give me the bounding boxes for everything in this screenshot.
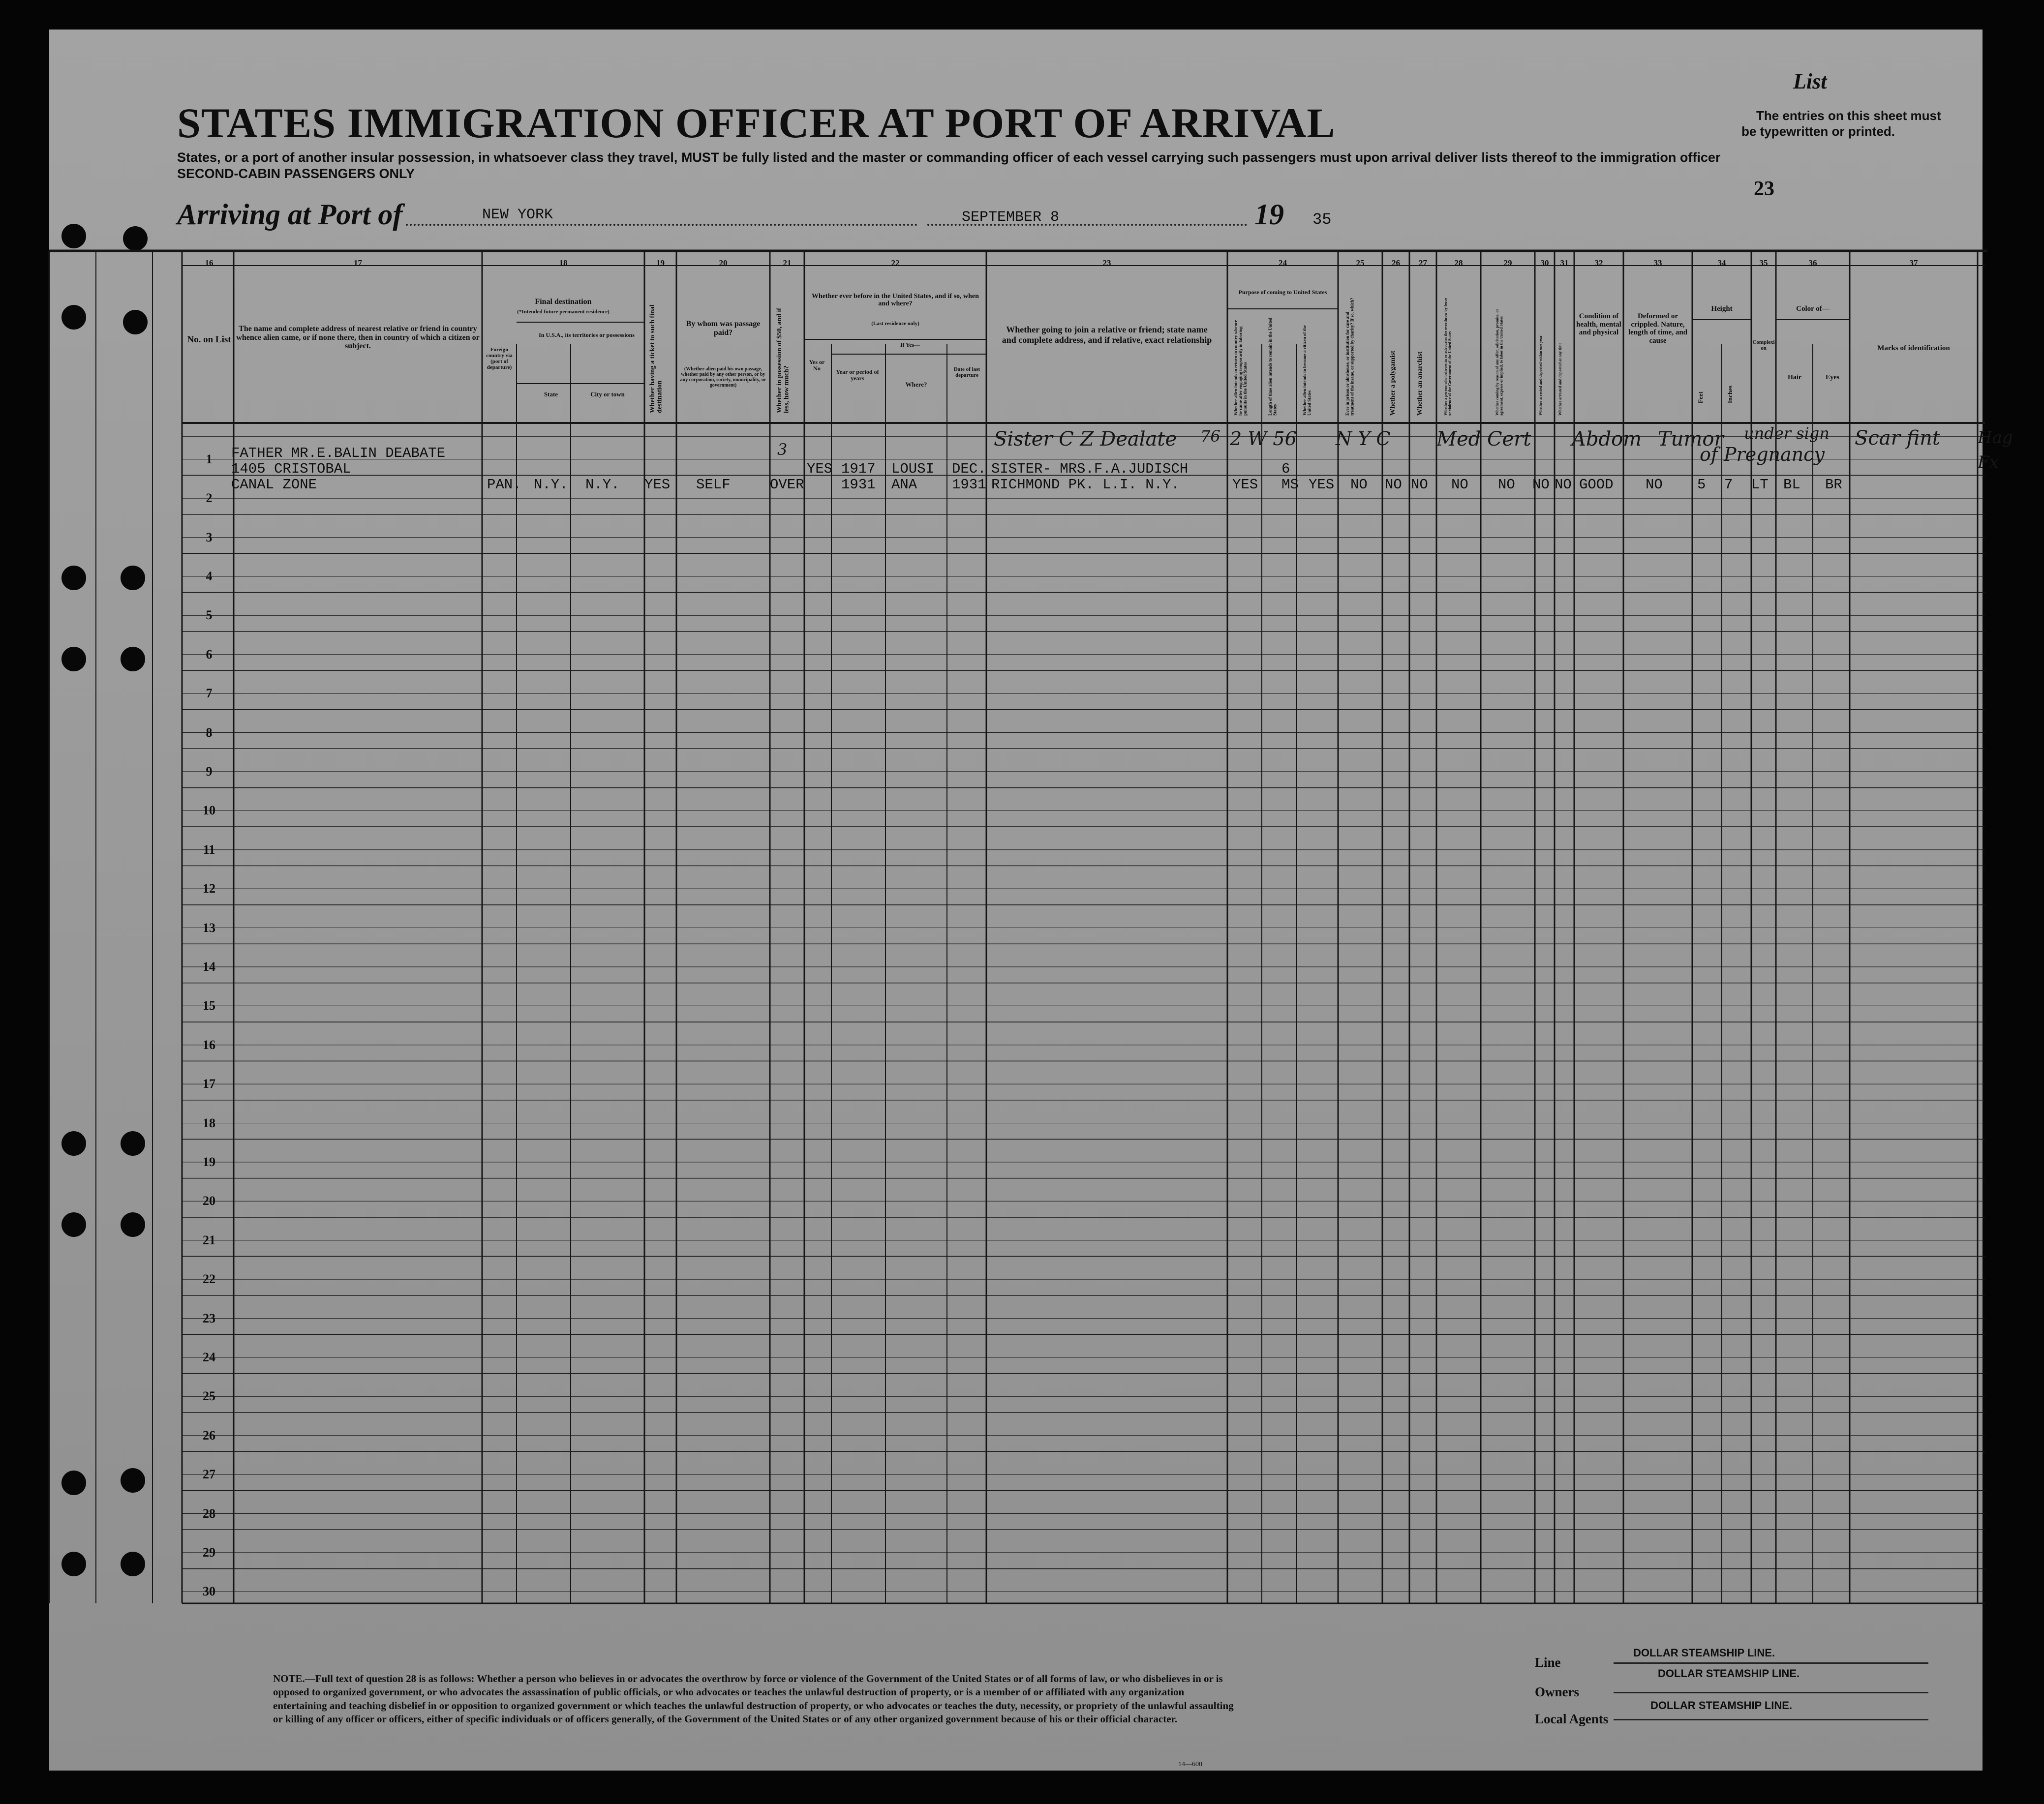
handwritten-remarks: under sign xyxy=(1744,424,1830,443)
row-number: 5 xyxy=(206,608,213,623)
purpose-length-value: MS xyxy=(1281,477,1299,493)
purpose-citizen-value: YES xyxy=(1309,477,1335,493)
header-health: Condition of health, mental and physical xyxy=(1576,312,1621,336)
page-title: STATES IMMIGRATION OFFICER AT PORT OF ARRIVAL xyxy=(177,99,1336,147)
relative-line: 1405 CRISTOBAL xyxy=(231,461,351,477)
header-q29: Whether coming by reason of any offer, solicitation, promise, or agreement, express or implied, to labor in the United States xyxy=(1495,309,1504,416)
money-value: OVER xyxy=(770,477,804,493)
row-number: 9 xyxy=(206,764,213,779)
handwritten-deformed-note: Tumor xyxy=(1658,428,1724,451)
polygamist-value: NO xyxy=(1385,477,1402,493)
header-complexion: Complexion xyxy=(1752,339,1775,352)
list-note: be typewritten or printed. xyxy=(1741,124,1895,139)
header-city: City or town xyxy=(590,391,625,398)
header-deformed: Deformed or crippled. Nature, length of time, and cause xyxy=(1628,312,1687,345)
list-note: The entries on this sheet must xyxy=(1756,108,1941,123)
row-number: 12 xyxy=(203,881,215,896)
subtitle-class: SECOND-CABIN PASSENGERS ONLY xyxy=(177,166,415,181)
row-number: 4 xyxy=(206,569,213,583)
handwritten-marks-extra: Hag xyxy=(1978,428,2013,448)
header-foreign-country: Foreign country via (port of departure) xyxy=(486,347,513,371)
row-number: 7 xyxy=(206,686,213,701)
row-number: 2 xyxy=(206,491,213,506)
column-number: 30 xyxy=(1540,258,1549,268)
row-number: 3 xyxy=(206,530,213,544)
row-number: 26 xyxy=(203,1428,215,1443)
row-number: 27 xyxy=(203,1467,215,1482)
column-number: 32 xyxy=(1594,258,1603,268)
header-last-departure: Date of last departure xyxy=(953,366,980,379)
handwritten-med-note: Med Cert xyxy=(1436,428,1531,451)
year-prefix: 19 xyxy=(1254,198,1284,231)
handwritten-marks-extra: Fx xyxy=(1978,452,1999,472)
handwritten-health-note: Abdom xyxy=(1572,428,1642,451)
row-number: 22 xyxy=(203,1272,215,1287)
header-no-on-list: No. on List xyxy=(187,334,231,345)
handwritten-marks-note: Scar fint xyxy=(1855,427,1941,450)
row-number: 11 xyxy=(203,842,215,857)
row-number: 29 xyxy=(203,1545,215,1560)
join-relative-value: SISTER- MRS.F.A.JUDISCH xyxy=(991,461,1189,477)
row-number: 19 xyxy=(203,1154,215,1169)
footer-note: NOTE.—Full text of question 28 is as follows: Whether a person who believes in or advocates the overthrow by force or violence of the Government of the United States or of all forms of law, or who disbelieves in or is opposed to organized government, or who advocates the assassination of public officials, or who advocates or teaches the unlawful destruction of property, or is a member of or affiliated with any organization entertaining and teaching disbelief in or opposition to organized government or which teaches the unlawful destruction of property, or who advocates or teaches the duty, necessity, or propriety of the unlawful assaulting or killing of any officer or officers, either of specific individuals or of officers generally, of the Government of the United States or of any other organized government because of his or their official character. xyxy=(273,1673,1234,1725)
row-number: 6 xyxy=(206,647,213,661)
ticket-value: YES xyxy=(644,477,671,493)
complexion-value: LT xyxy=(1751,477,1769,493)
header-ticket: Whether having a ticket to such final destination xyxy=(649,304,664,413)
row-number: 24 xyxy=(203,1350,215,1364)
column-number: 28 xyxy=(1454,258,1463,268)
row-number: 10 xyxy=(203,803,215,818)
column-number: 34 xyxy=(1717,258,1726,268)
header-marks: Marks of identification xyxy=(1877,344,1950,352)
handwritten-purpose-note: 2 W 56 xyxy=(1230,428,1297,450)
column-number: 33 xyxy=(1653,258,1662,268)
row-number: 1 xyxy=(206,451,213,466)
header-passage-paid-note: (Whether alien paid his own passage, whether paid by any other person, or by any corporation, society, municipality, or government) xyxy=(680,366,766,388)
last-departure-value: DEC. xyxy=(952,461,986,477)
header-q28: Whether a person who believes in or advocates the overthrow by force or violence of the Government of the United States xyxy=(1443,298,1452,416)
passage-paid-value: SELF xyxy=(696,477,731,493)
purpose-length-value: 6 xyxy=(1281,461,1290,477)
header-prison: Ever in prison or almshouse, or institution for care and treatment of the insane, or supported by charity? If so, which? xyxy=(1345,298,1355,416)
handwritten-city-note: N Y C xyxy=(1336,428,1391,450)
column-number: 27 xyxy=(1419,258,1427,268)
year-value: 1917 xyxy=(841,461,876,477)
header-passage-paid: By whom was passage paid? xyxy=(686,320,761,337)
column-number: 21 xyxy=(783,258,792,268)
header-nearest-relative: The name and complete address of nearest relative or friend in country whence alien came, or if none there, then in country of which a citizen or subject. xyxy=(236,325,480,351)
header-ever-before: Whether ever before in the United States, and if so, when and where? xyxy=(812,293,979,308)
header-purpose-return: Whether alien intends to return to country whence he came after engaging temporarily in laboring pursuits in the United States xyxy=(1233,320,1248,416)
form-number: 14—600 xyxy=(1178,1761,1202,1768)
handwritten-remarks: of Pregnancy xyxy=(1700,444,1825,465)
ever-before-value: YES xyxy=(807,461,833,477)
sheet-number: 23 xyxy=(1754,178,1774,200)
q28-value: NO xyxy=(1451,477,1468,493)
column-number: 31 xyxy=(1560,258,1569,268)
state-value: N.Y. xyxy=(534,477,568,493)
row-number: 8 xyxy=(206,725,213,740)
header-polygamist: Whether a polygamist xyxy=(1389,351,1397,416)
owners-value: DOLLAR STEAMSHIP LINE. xyxy=(1658,1667,1800,1680)
relative-line: CANAL ZONE xyxy=(231,477,317,493)
column-number: 29 xyxy=(1503,258,1512,268)
header-height: Height xyxy=(1711,305,1733,313)
year-value: 1931 xyxy=(841,477,876,493)
row-number: 21 xyxy=(203,1233,215,1247)
column-number: 35 xyxy=(1759,258,1768,268)
row-number: 15 xyxy=(203,998,215,1013)
column-number: 20 xyxy=(719,258,728,268)
owners-underline xyxy=(1614,1692,1928,1693)
q30-value: NO xyxy=(1532,477,1550,493)
row-number: 25 xyxy=(203,1389,215,1404)
health-value: GOOD xyxy=(1579,477,1614,493)
purpose-return-value: YES xyxy=(1232,477,1258,493)
local-agents-underline xyxy=(1614,1719,1928,1720)
header-final-destination: Final destination xyxy=(535,298,592,306)
q29-value: NO xyxy=(1498,477,1515,493)
relative-line: FATHER MR.E.BALIN DEABATE xyxy=(231,445,446,461)
subtitle: States, or a port of another insular possession, in whatsoever class they travel, MUST be fully listed and the master or commanding officer of each vessel carrying such passengers must upon arrival deliver lists thereof to the immigration officer xyxy=(177,150,1721,165)
header-feet: Feet xyxy=(1697,391,1704,403)
column-number: 23 xyxy=(1102,258,1111,268)
header-yes-or-no: Yes or No xyxy=(809,359,825,372)
row-number: 28 xyxy=(203,1506,215,1521)
row-number: 17 xyxy=(203,1077,215,1091)
column-number: 24 xyxy=(1279,258,1287,268)
column-number: 36 xyxy=(1808,258,1817,268)
header-final-destination-note: (*Intended future permanent residence) xyxy=(517,309,610,315)
handwritten-join-number: 76 xyxy=(1200,427,1220,446)
anarchist-value: NO xyxy=(1411,477,1428,493)
list-label: List xyxy=(1793,69,1827,93)
header-purpose-citizen: Whether alien intends to become a citizen of the United States xyxy=(1302,325,1312,416)
row-number: 30 xyxy=(203,1584,215,1599)
line-label: Line xyxy=(1535,1655,1561,1670)
line-value: DOLLAR STEAMSHIP LINE. xyxy=(1633,1647,1775,1659)
deformed-value: NO xyxy=(1646,477,1663,493)
arriving-label: Arriving at Port of xyxy=(177,198,403,231)
row-number: 20 xyxy=(203,1194,215,1208)
column-number: 16 xyxy=(205,258,214,268)
header-purpose: Purpose of coming to United States xyxy=(1238,289,1327,296)
last-departure-value: 1931 xyxy=(952,477,986,493)
port-value: NEW YORK xyxy=(482,207,553,223)
header-ever-before-note: (Last residence only) xyxy=(871,321,919,327)
where-value: ANA xyxy=(891,477,917,493)
row-number: 18 xyxy=(203,1115,215,1130)
column-number: 37 xyxy=(1909,258,1918,268)
handwritten-money-note: 3 xyxy=(777,440,788,459)
header-state: State xyxy=(544,391,558,398)
column-number: 22 xyxy=(891,258,900,268)
header-q30: Whether arrested and deported within one year xyxy=(1538,335,1543,416)
header-money: Whether in possession of $50, and if less, how much? xyxy=(776,307,791,413)
column-number: 26 xyxy=(1392,258,1400,268)
header-inches: Inches xyxy=(1726,385,1734,403)
row-number: 14 xyxy=(203,959,215,974)
row-number: 13 xyxy=(203,920,215,935)
column-number: 19 xyxy=(656,258,665,268)
header-year-period: Year or period of years xyxy=(836,368,879,382)
column-number: 17 xyxy=(354,258,362,268)
hair-value: BL xyxy=(1783,477,1800,493)
year-suffix: 35 xyxy=(1312,210,1332,229)
header-purpose-length: Length of time alien intends to remain in the United States xyxy=(1268,317,1278,416)
q31-value: NO xyxy=(1555,477,1572,493)
header-hair: Hair xyxy=(1788,374,1801,381)
local-agents-label: Local Agents xyxy=(1535,1712,1609,1726)
where-value: LOUSI xyxy=(891,461,935,477)
column-number: 18 xyxy=(559,258,568,268)
city-value: N.Y. xyxy=(585,477,620,493)
header-anarchist: Whether an anarchist xyxy=(1416,351,1424,416)
row-number: 16 xyxy=(203,1037,215,1052)
line-underline xyxy=(1614,1662,1928,1664)
header-color-of: Color of— xyxy=(1796,305,1830,313)
foreign-country-value: PAN. xyxy=(487,477,521,493)
header-if-yes: If Yes— xyxy=(900,341,920,348)
join-relative-value: RICHMOND PK. L.I. N.Y. xyxy=(991,477,1180,493)
header-where: Where? xyxy=(905,381,927,388)
header-eyes: Eyes xyxy=(1826,374,1839,381)
eyes-value: BR xyxy=(1825,477,1842,493)
row-number: 23 xyxy=(203,1311,215,1325)
prison-value: NO xyxy=(1350,477,1368,493)
height-inches-value: 7 xyxy=(1724,477,1733,493)
column-number: 25 xyxy=(1356,258,1365,268)
height-feet-value: 5 xyxy=(1697,477,1706,493)
date-value: SEPTEMBER 8 xyxy=(962,209,1060,226)
handwritten-join-note: Sister C Z Dealate xyxy=(994,428,1177,451)
header-join-relative: Whether going to join a relative or friend; state name and complete address, and if relative, exact relationship xyxy=(1002,325,1212,345)
owners-label: Owners xyxy=(1535,1684,1579,1699)
header-in-usa: In U.S.A., its territories or possessions xyxy=(539,331,635,338)
header-q31: Whether arrested and deported at any time xyxy=(1558,342,1562,416)
local-agents-value: DOLLAR STEAMSHIP LINE. xyxy=(1650,1699,1793,1712)
